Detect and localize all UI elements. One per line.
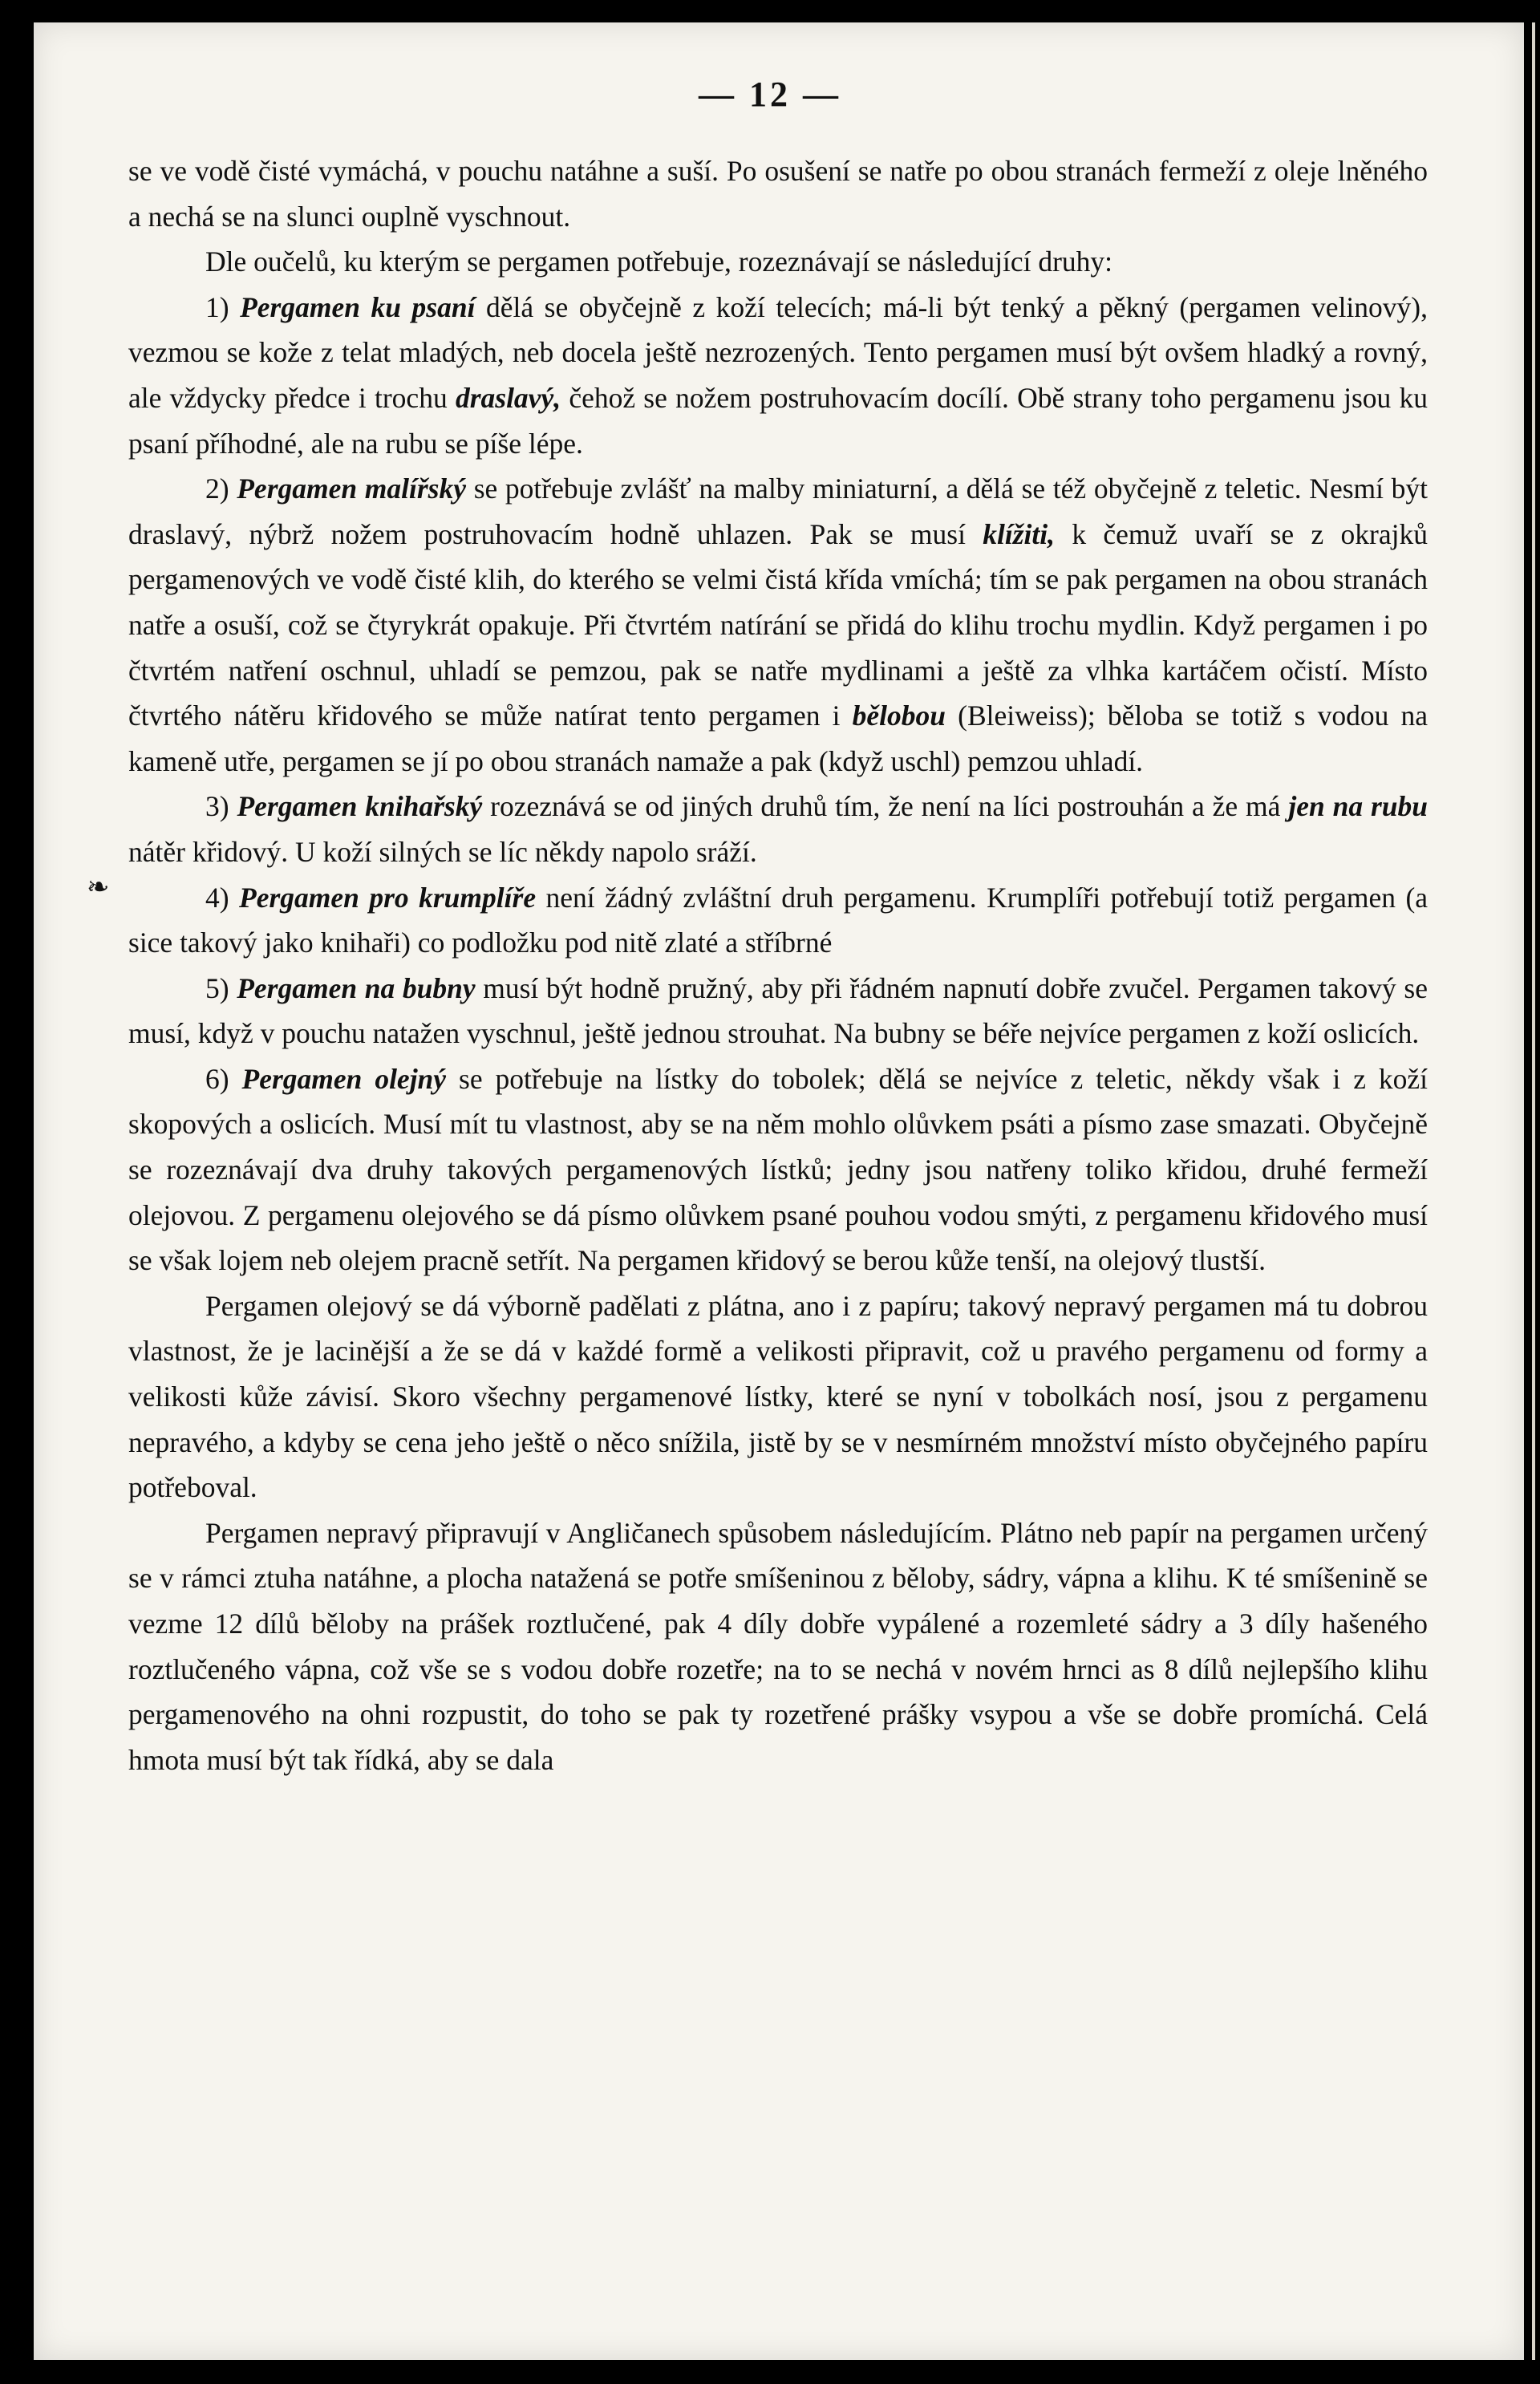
paragraph-8-text-a: se potřebuje na lístky do tobolek; dělá se nejvíce z teletic, někdy však i z koží skopových a oslicích. Musí mít tu vlastnost, aby se na něm mohlo olůvkem psáti a písmo zase smazati. Obyčejně se rozeznávají dva druhy takových pergamenových lístků; jedny jsou natřeny toliko křidou, druhé fermeží olejovou. Z pergamenu olejového se dá písmo olůvkem psané pouhou vodou smýti, z pergamenu křidového musí se však lojem neb olejem pracně setřít. Na pergamen křidový se berou kůže tenší, na olejový tlustší. <box>128 1062 1429 1277</box>
term-pergamen-kniharsky: Pergamen knihařský <box>237 790 483 823</box>
item-number: 6) <box>205 1062 229 1095</box>
term-belobou: bělobou <box>852 699 946 732</box>
paragraph-7 <box>128 966 1428 1056</box>
margin-mark: ❧ <box>87 873 110 902</box>
paragraph-4-text-c: (Bleiweiss); běloba se totiž s vodou na kameně utře, pergamen se jí po obou stranách namaže a pak (když uschl) pemzou uhladí. <box>128 699 1429 777</box>
term-pergamen-na-bubny: Pergamen na bubny <box>237 971 476 1004</box>
page-edge <box>1532 22 1535 2360</box>
paragraph-3 <box>128 285 1428 466</box>
paragraph-7-text-a: musí být hodně pružný, aby při řádném napnutí dobře zvučel. Pergamen takový se musí, když v pouchu natažen vyschnul, ještě jednou strouhat. Na bubny se béře nejvíce pergamen z koží oslicích. <box>128 971 1428 1050</box>
paragraph-1: se ve vodě čisté vymáchá, v pouchu natáhne a suší. Po osušení se natře po obou stranách fermeží z oleje lněného a nechá se na slunci ouplně vyschnout. <box>128 155 1428 233</box>
item-number: 4) <box>205 881 229 914</box>
paragraph-6-text-a: není žádný zvláštní druh pergamenu. Krumplíři potřebují totiž pergamen (a sice takový jako knihaři) co podložku pod nitě zlaté a stříbrné <box>128 881 1429 959</box>
paragraph-9: Pergamen olejový se dá výborně padělati z plátna, ano i z papíru; takový nepravý pergamen má tu dobrou vlastnost, že je lacinější a že se dá v každé formě a velikosti připravit, což u pravého pergamenu od formy a velikosti kůže závisí. Skoro všechny pergamenové lístky, které se nyní v tobolkách nosí, jsou z pergamenu nepravého, a kdyby se cena jeho ještě o něco snížila, jistě by se v nesmírném množství místo obyčejného papíru potřeboval. <box>128 1289 1428 1504</box>
paragraph-6 <box>128 875 1428 966</box>
item-number: 2) <box>205 472 229 505</box>
paragraph-4-text-a: se potřebuje zvlášť na malby miniaturní, a dělá se též obyčejně z teletic. Nesmí být draslavý, nýbrž nožem postruhovacím hodně uhlazen. Pak se musí <box>128 472 1429 550</box>
body-text <box>128 148 1428 1782</box>
term-pergamen-malirsky: Pergamen malířský <box>237 472 467 505</box>
paragraph-5 <box>128 784 1428 874</box>
term-pergamen-olejny: Pergamen olejný <box>241 1062 447 1095</box>
item-number: 5) <box>205 971 229 1004</box>
term-klíziti: klížiti, <box>983 517 1056 550</box>
page-number: — 12 — <box>699 75 841 114</box>
paragraph-3-text-a: dělá se obyčejně z koží telecích; má-li být tenký a pěkný (pergamen velinový), vezmou se kože z telat mladých, neb docela ještě nezrozených. Tento pergamen musí být ovšem hladký a rovný, ale vždycky předce i trochu <box>128 290 1428 414</box>
paragraph-8 <box>128 1056 1428 1283</box>
paragraph-4-text-b: k čemuž uvaří se z okrajků pergamenových ve vodě čisté klih, do kterého se velmi čistá křída vmíchá; tím se pak pergamen na obou stranách natře a osuší, což se čtyrykrát opakuje. Při čtvrtém natírání se přidá do klihu trochu mydlin. Když pergamen i po čtvrtém natření oschnul, uhladí se pemzou, pak se natře mydlinami a ještě za vlhka kartáčem očistí. Místo čtvrtého nátěru křidového se může natírat tento pergamen i <box>128 517 1428 732</box>
term-pergamen-pro-krumplire: Pergamen pro krumplíře <box>239 881 537 914</box>
paragraph-10: Pergamen nepravý připravují v Angličanech spůsobem následujícím. Plátno neb papír na pergamen určený se v rámci ztuha natáhne, a plocha natažená se potře smíšeninou z běloby, sádry, vápna a klihu. K té smíšenině se vezme 12 dílů běloby na prášek roztlučené, pak 4 díly dobře vypálené a rozemleté sádry a 3 díly hašeného roztlučeného vápna, což vše se s vodou dobře rozetře; na to se nechá v novém hrnci as 8 dílů nejlepšího klihu pergamenového na ohni rozpustit, do toho se pak ty rozetřené prášky vsypou a vše se dobře promíchá. Celá hmota musí být tak řídká, aby se dala <box>128 1516 1428 1776</box>
item-number: 3) <box>205 790 229 823</box>
paragraph-5-text-b: nátěr křidový. U koží silných se líc někdy napolo sráží. <box>128 835 757 868</box>
term-draslavy: draslavý, <box>455 381 561 414</box>
item-number: 1) <box>205 290 229 323</box>
paragraph-2: Dle oučelů, ku kterým se pergamen potřebuje, rozeznávají se následující druhy: <box>205 245 1113 278</box>
paragraph-5-text-a: rozeznává se od jiných druhů tím, že není na líci postrouhán a že má <box>490 790 1281 823</box>
term-pergamen-ku-psani: Pergamen ku psaní <box>240 290 476 323</box>
paragraph-4 <box>128 466 1428 784</box>
paragraph-3-text-b: čehož se nožem postruhovacím docílí. Obě strany toho pergamenu jsou ku psaní příhodné, ale na rubu se píše lépe. <box>128 381 1429 460</box>
term-jen-na-rubu: jen na rubu <box>1288 790 1429 823</box>
